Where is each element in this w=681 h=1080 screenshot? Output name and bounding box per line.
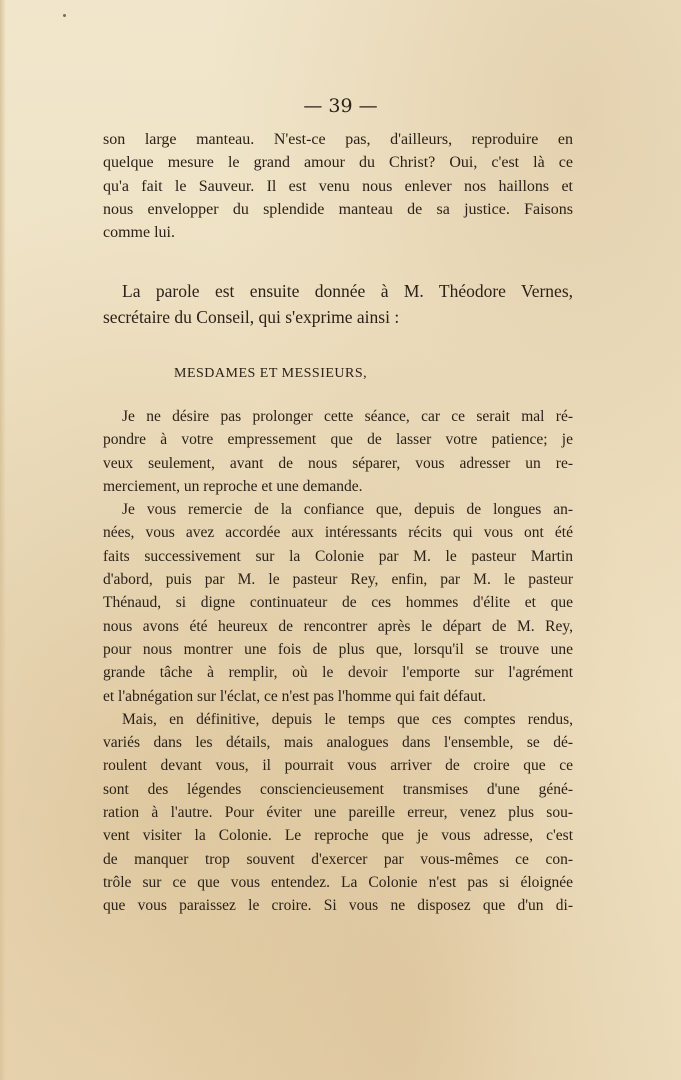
text-line: qu'a fait le Sauveur. Il est venu nous enlever nos haillons et [103,177,573,195]
text-line: secrétaire du Conseil, qui s'exprime ainsi : [103,307,400,327]
text-line: son large manteau. N'est-ce pas, d'ailleurs, reproduire en [103,131,573,148]
text-line: faits successivement sur la Colonie par M. le pasteur Martin [103,547,573,565]
text-line: pour nous montrer une fois de plus que, lorsqu'il se trouve une [103,640,573,658]
text-line: nées, vous avez accordée aux intéressants récits qui vous ont été [103,524,573,542]
text-line: trôle sur ce que vous entendez. La Colonie n'est pas si éloignée [103,873,573,891]
page-edge-shadow [0,0,6,1080]
text-line: Je vous remercie de la confiance que, depuis de longues an- [122,501,573,519]
text-line: variés dans les détails, mais analogues dans l'ensemble, se dé- [103,734,573,752]
page-number: — 39 — [303,95,378,117]
text-line: quelque mesure le grand amour du Christ? Oui, c'est là ce [103,154,573,172]
salutation: MESDAMES ET MESSIEURS, [174,366,368,381]
text-line: d'abord, puis par M. le pasteur Rey, enfin, par M. le pasteur [103,571,573,589]
text-line: veux seulement, avant de nous séparer, vous adresser un re- [103,454,573,472]
text-line: vent visiter la Colonie. Le reproche que je vous adresse, c'est [103,827,573,845]
text-line: Je ne désire pas prolonger cette séance, car ce serait mal ré- [122,408,573,425]
text-line: ration à l'autre. Pour éviter une pareille erreur, venez plus sou- [103,804,573,822]
paragraph-continuation [103,128,573,244]
text-line: comme lui. [103,224,175,242]
introduction-paragraph [103,278,573,330]
text-line: Thénaud, si digne continuateur de ces hommes d'élite et que [103,594,573,612]
text-line: La parole est ensuite donnée à M. Théodore Vernes, [122,281,573,301]
text-line: Mais, en définitive, depuis le temps que ces comptes rendus, [122,710,573,728]
text-line: nous avons été heureux de rencontrer après le départ de M. Rey, [103,617,573,635]
text-line: nous envelopper du splendide manteau de sa justice. Faisons [103,200,573,218]
text-line: que vous paraissez le croire. Si vous ne disposez que d'un di- [103,897,573,915]
text-line: de manquer trop souvent d'exercer par vous-mêmes ce con- [103,850,573,868]
paper-speck [63,14,66,17]
text-line: merciement, un reproche et une demande. [103,477,363,495]
text-line: pondre à votre empressement que de lasser votre patience; je [103,431,573,449]
text-line: roulent devant vous, il pourrait vous arriver de croire que ce [103,757,573,775]
text-line: et l'abnégation sur l'éclat, ce n'est pas l'homme qui fait défaut. [103,687,487,705]
text-line: grande tâche à remplir, où le devoir l'emporte sur l'agrément [103,664,573,682]
speech-text [103,405,573,918]
text-line: sont des légendes consciencieusement transmises d'une géné- [103,780,573,798]
